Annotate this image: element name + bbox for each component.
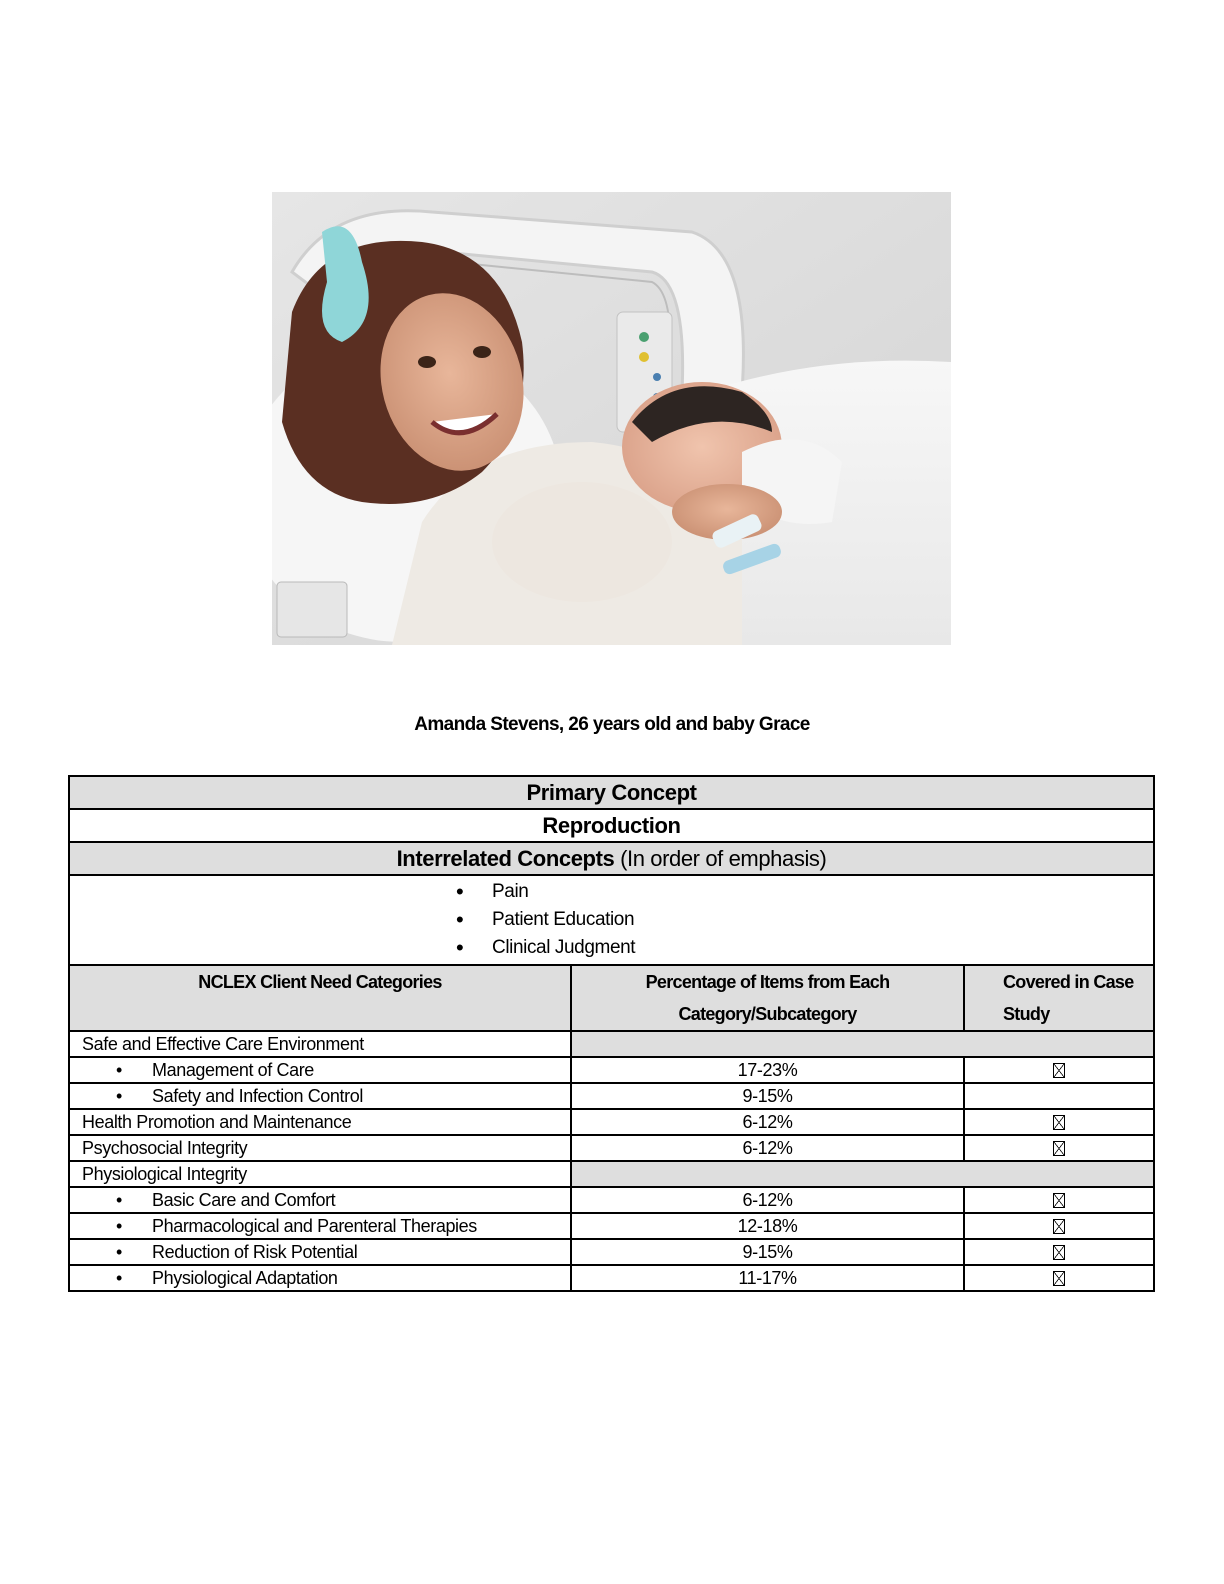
percentage-cell: 9-15% (571, 1239, 964, 1265)
table-row (69, 1083, 1154, 1109)
bullet-icon: • (116, 1241, 122, 1262)
table-row (69, 1109, 1154, 1135)
checkbox-icon (1053, 1193, 1065, 1208)
covered-cell (964, 1083, 1154, 1109)
interrelated-concepts-header: Interrelated Concepts (In order of emphasis) (69, 842, 1154, 875)
column-header-covered: Covered in Case Study (964, 965, 1154, 1031)
table-row (69, 1161, 1154, 1187)
row-label: Safety and Infection Control (152, 1085, 363, 1106)
checkbox-icon (1053, 1219, 1065, 1234)
percentage-cell: 17-23% (571, 1057, 964, 1083)
subcategory-cell (69, 1083, 571, 1109)
percentage-cell: 12-18% (571, 1213, 964, 1239)
primary-concept-header: Primary Concept (69, 776, 1154, 809)
interrelated-concepts-list (69, 875, 1154, 965)
row-label: Reduction of Risk Potential (152, 1241, 358, 1262)
percentage-cell: 6-12% (571, 1109, 964, 1135)
mother-baby-photo (272, 192, 951, 645)
list-item: • Patient Education (456, 906, 1153, 934)
covered-cell (964, 1057, 1154, 1083)
subcategory-cell (69, 1187, 571, 1213)
covered-cell (964, 1187, 1154, 1213)
category-cell: Physiological Integrity (69, 1161, 571, 1187)
subcategory-cell (69, 1213, 571, 1239)
row-label: Physiological Adaptation (152, 1267, 338, 1288)
bullet-icon: • (116, 1267, 122, 1288)
row-label: Management of Care (152, 1059, 314, 1080)
row-label: Basic Care and Comfort (152, 1189, 336, 1210)
category-cell: Psychosocial Integrity (69, 1135, 571, 1161)
percentage-cell: 6-12% (571, 1187, 964, 1213)
table-row (69, 1031, 1154, 1057)
checkbox-icon (1053, 1141, 1065, 1156)
subcategory-cell (69, 1057, 571, 1083)
subcategory-cell (69, 1265, 571, 1291)
covered-cell (964, 1213, 1154, 1239)
photo-caption: Amanda Stevens, 26 years old and baby Grace (414, 714, 810, 735)
group-filler-cell (571, 1031, 1154, 1057)
concepts-table (68, 775, 1155, 1292)
checkbox-icon (1053, 1245, 1065, 1260)
checkbox-icon (1053, 1063, 1065, 1078)
covered-cell (964, 1265, 1154, 1291)
bullet-icon: • (116, 1189, 122, 1210)
covered-cell (964, 1109, 1154, 1135)
bullet-icon: • (116, 1059, 122, 1080)
table-row (69, 1265, 1154, 1291)
list-item: • Clinical Judgment (456, 934, 1153, 962)
group-filler-cell (571, 1161, 1154, 1187)
bullet-icon: • (116, 1085, 122, 1106)
column-header-category: NCLEX Client Need Categories (69, 965, 571, 1031)
covered-cell (964, 1135, 1154, 1161)
table-row (69, 1213, 1154, 1239)
percentage-cell: 11-17% (571, 1265, 964, 1291)
table-row (69, 1135, 1154, 1161)
percentage-cell: 9-15% (571, 1083, 964, 1109)
table-row (69, 1187, 1154, 1213)
percentage-cell: 6-12% (571, 1135, 964, 1161)
row-label: Pharmacological and Parenteral Therapies (152, 1215, 477, 1236)
category-cell: Safe and Effective Care Environment (69, 1031, 571, 1057)
subcategory-cell (69, 1239, 571, 1265)
table-row (69, 1239, 1154, 1265)
primary-concept: Reproduction (69, 809, 1154, 842)
column-header-percentage: Percentage of Items from Each Category/Subcategory (571, 965, 964, 1031)
checkbox-icon (1053, 1115, 1065, 1130)
list-item: • Pain (456, 878, 1153, 906)
covered-cell (964, 1239, 1154, 1265)
category-cell: Health Promotion and Maintenance (69, 1109, 571, 1135)
bullet-icon: • (116, 1215, 122, 1236)
table-row (69, 1057, 1154, 1083)
checkbox-icon (1053, 1271, 1065, 1286)
